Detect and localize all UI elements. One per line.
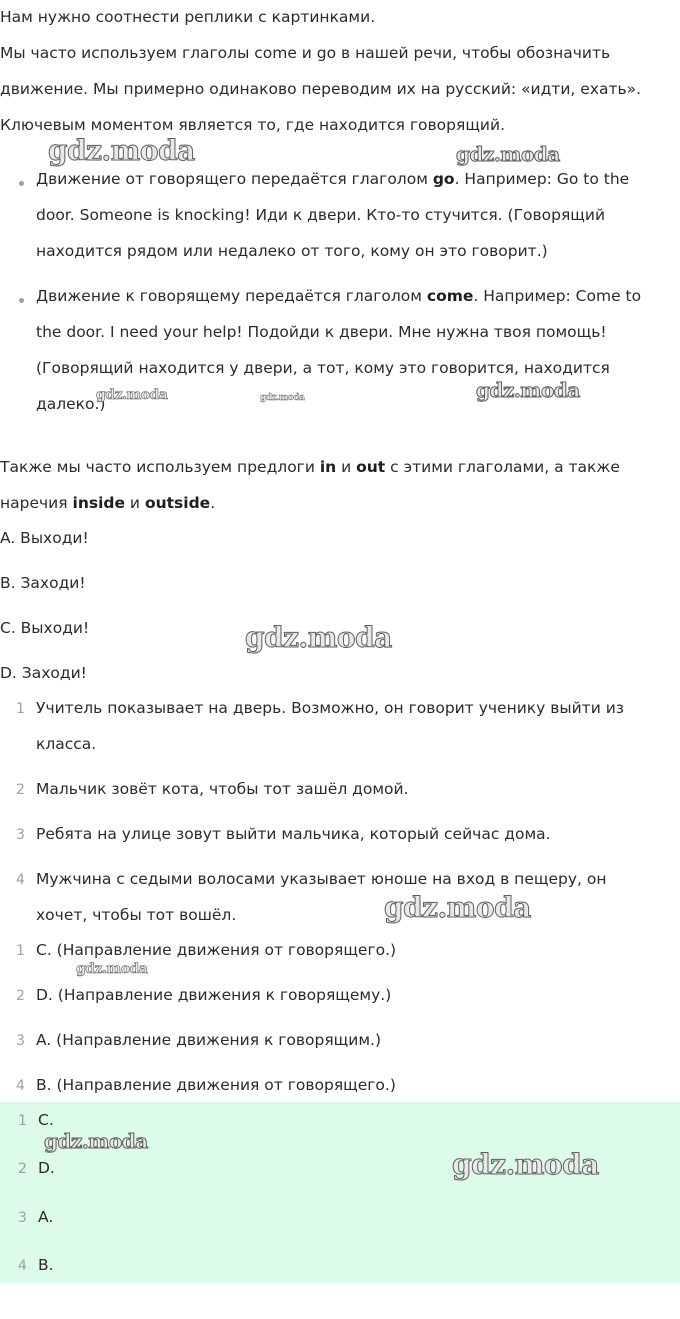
bullet-text: Движение от говорящего передаётся глаголом go. Например: Go to the: [36, 170, 630, 188]
situation-text: Мальчик зовёт кота, чтобы тот зашёл домой.: [36, 780, 409, 798]
answer-number: 1: [18, 1113, 27, 1129]
answer-number: 3: [18, 1210, 27, 1226]
answer-number: 2: [18, 1161, 27, 1177]
watermark-logo: gdz.moda: [476, 378, 580, 402]
bullet-text: (Говорящий находится у двери, а тот, кому это говорится, находится: [36, 359, 610, 377]
situation-text: Ребята на улице зовут выйти мальчика, который сейчас дома.: [36, 825, 551, 843]
watermark-logo: gdz.moda: [452, 1148, 599, 1181]
answer-number: 4: [18, 1258, 27, 1274]
watermark-logo: gdz.moda: [96, 387, 168, 403]
watermark-logo: gdz.moda: [245, 621, 392, 654]
explanation-text: C. (Направление движения от говорящего.): [36, 941, 397, 959]
explanation-text: D. (Направление движения к говорящему.): [36, 986, 392, 1004]
paragraph-line: Также мы часто используем предлоги in и out с этими глаголами, а также: [0, 458, 620, 476]
intro-line: Мы часто используем глаголы come и go в нашей речи, чтобы обозначить: [0, 44, 611, 62]
intro-line: Нам нужно соотнести реплики с картинками.: [0, 8, 376, 26]
situation-text: Учитель показывает на дверь. Возможно, он говорит ученику выйти из: [36, 699, 625, 717]
intro-line: Ключевым моментом является то, где находится говорящий.: [0, 116, 505, 134]
list-number: 1: [16, 701, 25, 717]
list-number: 3: [16, 1033, 25, 1049]
answer-text: A.: [38, 1208, 54, 1226]
watermark-logo: gdz.moda: [456, 142, 560, 166]
phrase-item: C. Выходи!: [0, 619, 90, 637]
watermark-logo: gdz.moda: [76, 961, 148, 977]
phrase-item: A. Выходи!: [0, 529, 89, 547]
watermark-logo: gdz.moda: [260, 393, 305, 403]
watermark-logo: gdz.moda: [48, 134, 195, 167]
bullet-text: далеко.): [36, 395, 106, 413]
phrase-item: B. Заходи!: [0, 574, 86, 592]
phrase-item: D. Заходи!: [0, 664, 87, 682]
list-number: 4: [16, 1078, 25, 1094]
answer-text: D.: [38, 1159, 55, 1177]
list-number: 1: [16, 943, 25, 959]
list-number: 3: [16, 827, 25, 843]
situation-text: Мужчина с седыми волосами указывает юноше на вход в пещеру, он: [36, 870, 607, 888]
bullet-text: находится рядом или недалеко от того, кому он это говорит.): [36, 242, 548, 260]
answer-text: B.: [38, 1256, 54, 1274]
explanation-text: B. (Направление движения от говорящего.): [36, 1076, 396, 1094]
list-number: 2: [16, 782, 25, 798]
bullet-text: door. Someone is knocking! Иди к двери. Кто-то стучится. (Говорящий: [36, 206, 606, 224]
intro-line: движение. Мы примерно одинаково переводим их на русский: «идти, ехать».: [0, 80, 642, 98]
bullet-text: the door. I need your help! Подойди к двери. Мне нужна твоя помощь!: [36, 323, 607, 341]
answer-text: C.: [38, 1111, 54, 1129]
situation-text: класса.: [36, 735, 97, 753]
list-number: 2: [16, 988, 25, 1004]
bullet-dot: [19, 298, 24, 303]
watermark-logo: gdz.moda: [384, 891, 531, 924]
bullet-text: Движение к говорящему передаётся глаголом come. Например: Come to: [36, 287, 642, 305]
bullet-dot: [19, 181, 24, 186]
situation-text: хочет, чтобы тот вошёл.: [36, 906, 237, 924]
watermark-logo: gdz.moda: [44, 1129, 148, 1153]
explanation-text: A. (Направление движения к говорящим.): [36, 1031, 382, 1049]
paragraph-line: наречия inside и outside.: [0, 494, 216, 512]
list-number: 4: [16, 872, 25, 888]
